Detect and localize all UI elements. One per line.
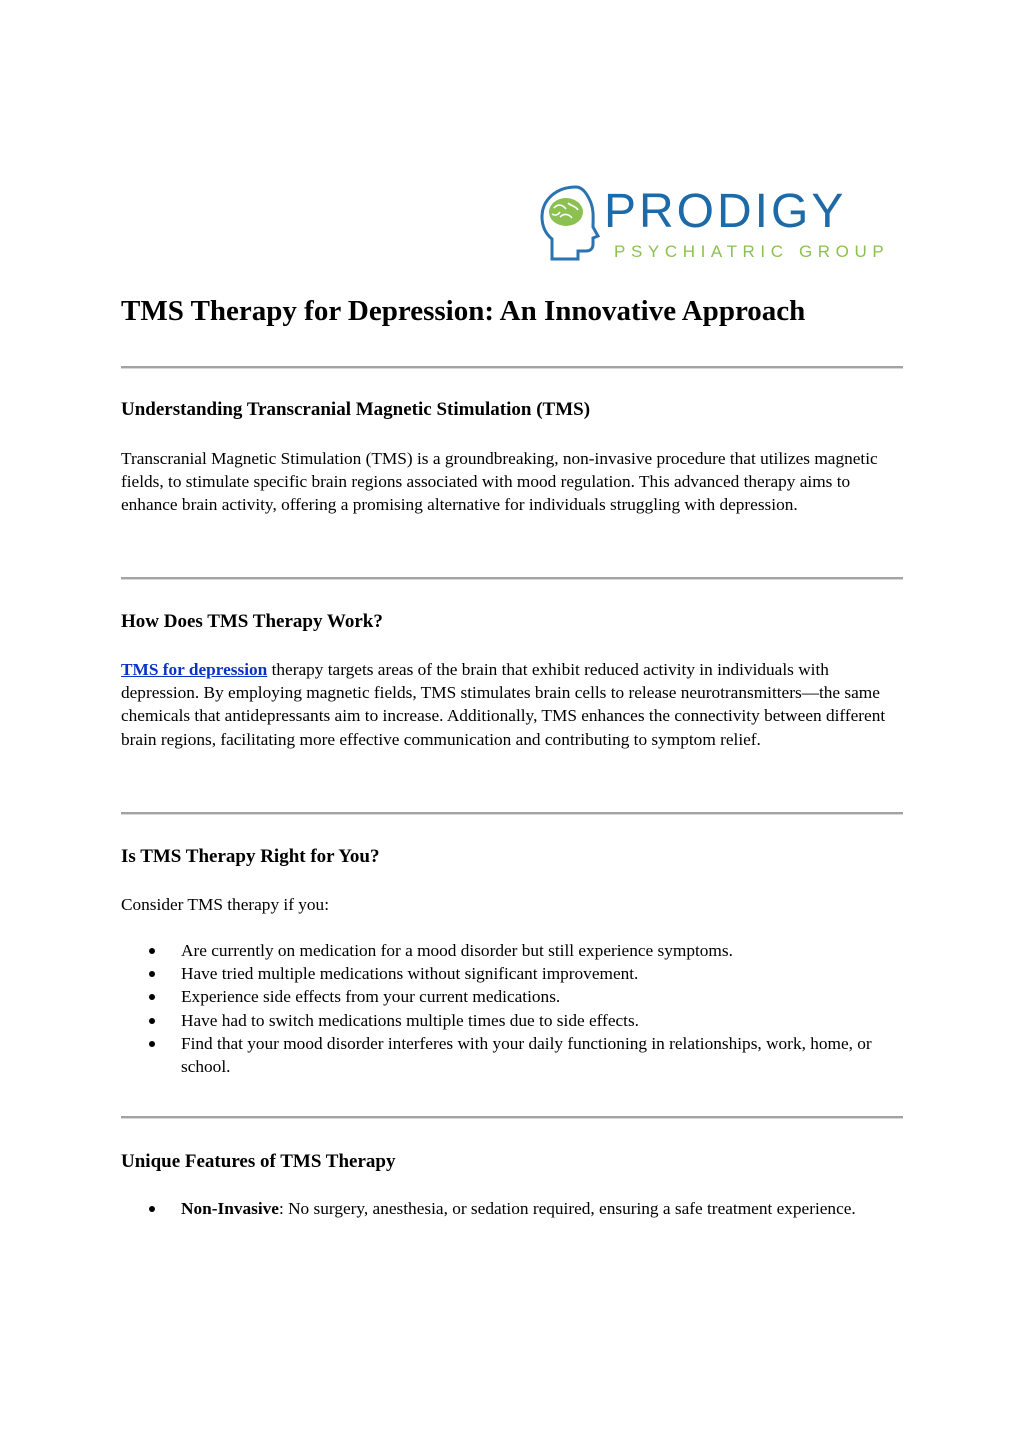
- logo-tagline: PSYCHIATRIC GROUP: [614, 242, 890, 261]
- bullet-icon: [149, 948, 155, 954]
- tms-for-depression-link[interactable]: TMS for depression: [121, 660, 268, 679]
- section-heading-features: Unique Features of TMS Therapy: [121, 1151, 396, 1172]
- divider: [121, 1116, 903, 1119]
- brain-head-icon: [538, 183, 890, 269]
- bullet-icon: [149, 1206, 155, 1212]
- prodigy-logo: [538, 183, 890, 269]
- list-item: Find that your mood disorder interferes with your daily functioning in relationships, work, home, or school.: [121, 1032, 903, 1078]
- features-list: [121, 1197, 903, 1220]
- bullet-icon: [149, 1041, 155, 1047]
- section-heading-how: How Does TMS Therapy Work?: [121, 611, 383, 632]
- section-body-how-text: therapy targets areas of the brain that exhibit reduced activity in individuals with depression. By employing magnetic fields, TMS stimulates brain cells to release neurotransmitters—the same chemicals that antidepressants aim to increase. Additionally, TMS enhances the connectivity between different brain regions, facilitating more effective communication and contributing to symptom relief.: [121, 660, 886, 749]
- list-item: Experience side effects from your current medications.: [121, 985, 903, 1008]
- bullet-icon: [149, 994, 155, 1000]
- feature-text: : No surgery, anesthesia, or sedation required, ensuring a safe treatment experience.: [278, 1199, 856, 1218]
- divider: [121, 366, 903, 369]
- divider: [121, 812, 903, 815]
- bullet-icon: [149, 971, 155, 977]
- logo-name: PRODIGY: [604, 185, 847, 238]
- divider: [121, 577, 903, 580]
- list-item: Have tried multiple medications without significant improvement.: [121, 962, 903, 985]
- list-item: Are currently on medication for a mood disorder but still experience symptoms.: [121, 939, 903, 962]
- list-item: Have had to switch medications multiple times due to side effects.: [121, 1009, 903, 1032]
- bullet-icon: [149, 1018, 155, 1024]
- page-title: TMS Therapy for Depression: An Innovative Approach: [121, 295, 806, 327]
- section-intro-right-for-you: Consider TMS therapy if you:: [121, 895, 329, 914]
- section-heading-right-for-you: Is TMS Therapy Right for You?: [121, 846, 380, 867]
- section-heading-understanding: Understanding Transcranial Magnetic Stimulation (TMS): [121, 399, 591, 420]
- feature-term: Non-Invasive: [181, 1199, 279, 1218]
- criteria-list: [121, 939, 903, 1078]
- section-body-how: [121, 658, 903, 751]
- list-item: [121, 1197, 903, 1220]
- section-body-understanding: Transcranial Magnetic Stimulation (TMS) is a groundbreaking, non-invasive procedure that utilizes magnetic fields, to stimulate specific brain regions associated with mood regulation. This advanced therapy aims to enhance brain activity, offering a promising alternative for individuals struggling with depression.: [121, 449, 878, 515]
